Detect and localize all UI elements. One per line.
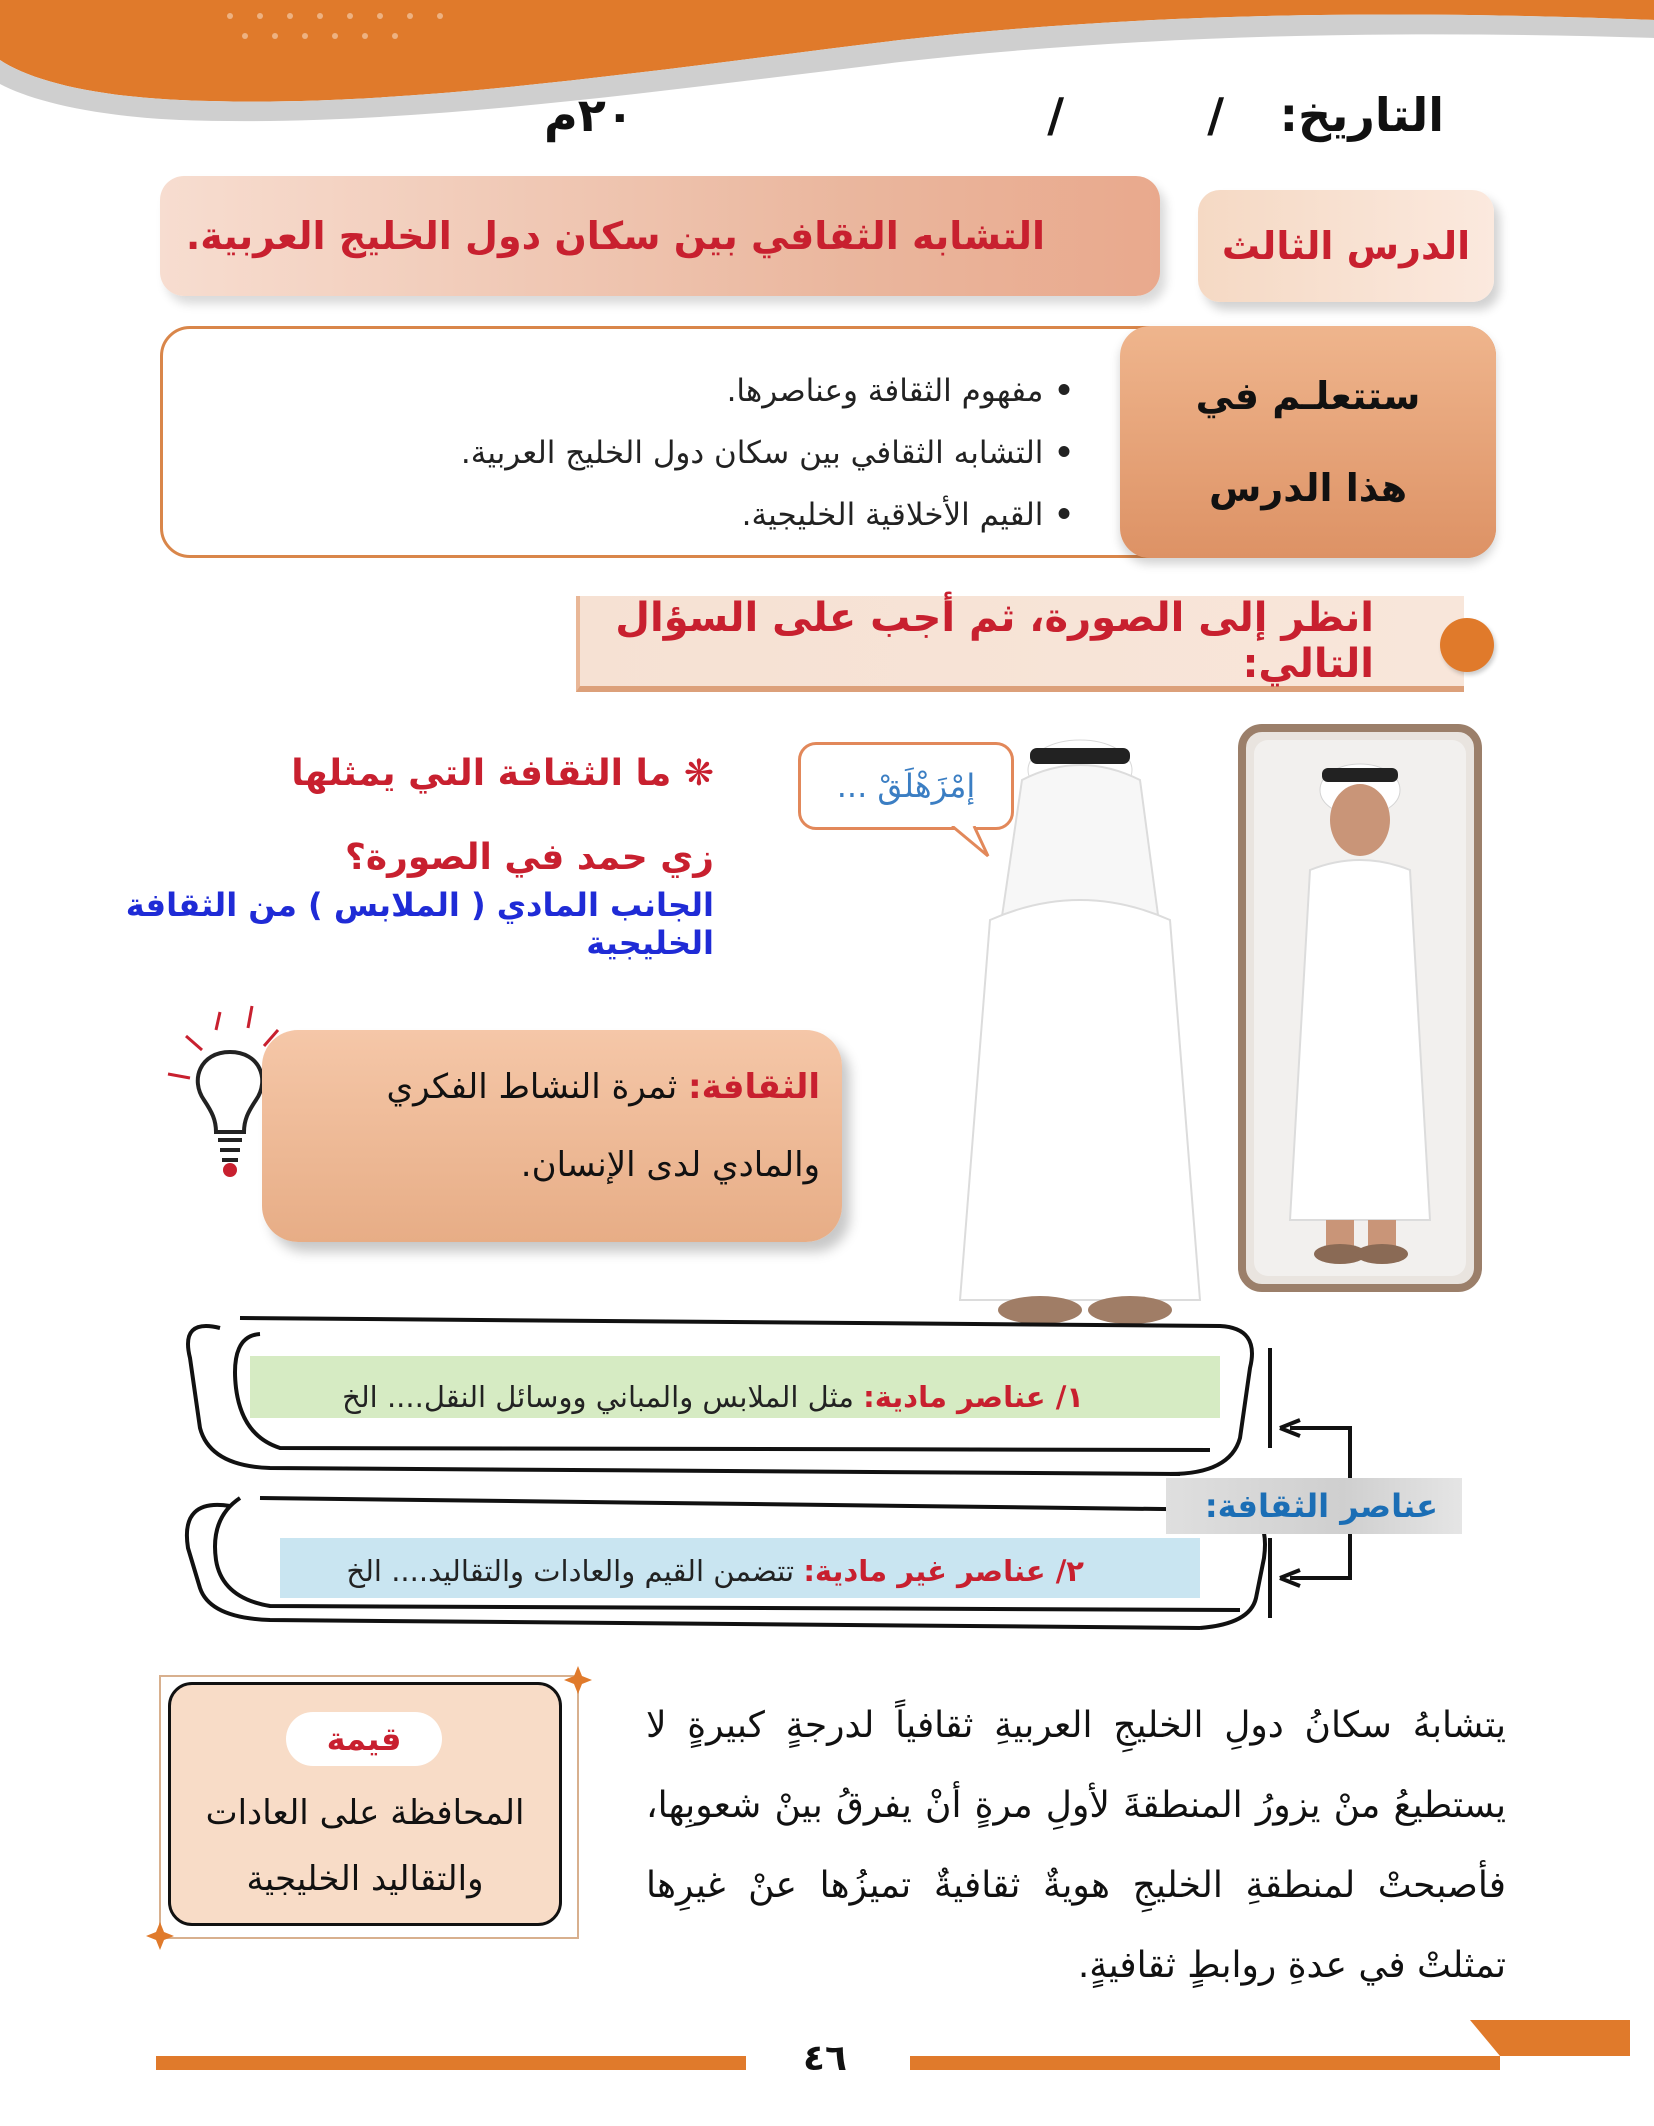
boy-mirror-illustration [930,720,1490,1340]
material-elements-title: ١/ عناصر مادية: [863,1380,1084,1414]
footer-corner-decoration [1460,2020,1640,2070]
nonmaterial-elements-row [346,1554,1084,1588]
footer-bar-left [156,2056,746,2070]
objectives-badge [1120,326,1496,558]
body-paragraph: يتشابهُ سكانُ دولِ الخليجِ العربيةِ ثقافياً لدرجةٍ كبيرةٍ لا يستطيعُ منْ يزورُ المنطقةَ لأولِ مرةٍ أنْ يفرقُ بينْ شعوبِها، فأصبحتْ لمنطقةِ الخليجِ هويةٌ ثقافيةٌ تميزُها عنْ غيرِها تمثلتْ في عدةِ روابطٍ ثقافيةٍ. [646,1705,1506,1986]
nonmaterial-elements-title: ٢/ عناصر غير مادية: [803,1554,1084,1588]
date-slash-2: / [1047,88,1064,142]
activity-heading: انظر إلى الصورة، ثم أجب على السؤال التالي: [576,596,1464,692]
footer-bar-right [910,2056,1500,2070]
objective-item: • مفهوم الثقافة وعناصرها. [314,360,1074,422]
date-row [244,88,1444,158]
bullet-dot-icon [1440,618,1494,672]
definition-text: ثمرة النشاط الفكري والمادي لدى الإنسان. [386,1067,820,1185]
value-text: المحافظة على العادات والتقاليد الخليجية [205,1793,525,1899]
objective-item: • القيم الأخلاقية الخليجية. [314,484,1074,546]
material-elements-text: مثل الملابس والمباني ووسائل النقل.... الخ [342,1380,854,1414]
question-line-2: زي حمد في الصورة؟ [345,837,714,878]
objectives-badge-line2: هذا الدرس [1208,466,1408,510]
definition-box [262,1030,842,1242]
lesson-title: التشابه الثقافي بين سكان دول الخليج العربية. [160,176,1160,296]
speech-bubble-tail [950,826,990,860]
nonmaterial-elements-text: تتضمن القيم والعادات والتقاليد.... الخ [346,1554,795,1588]
speech-bubble: إمْزَهْلَقْ ... [798,742,1014,830]
material-elements-row [342,1380,1084,1414]
page-number: ٤٦ [803,2038,847,2079]
date-slash-1: / [1207,88,1224,142]
objective-item: • التشابه الثقافي بين سكان دول الخليج العربية. [314,422,1074,484]
value-tag: قيمة [286,1712,442,1766]
question [154,732,714,900]
lesson-number-badge: الدرس الثالث [1198,190,1494,302]
definition-term: الثقافة: [687,1067,820,1107]
question-answer: الجانب المادي ( الملابس ) من الثقافة الخليجية [125,886,714,962]
date-label: التاريخ: [1279,88,1444,142]
objectives-badge-line1: ستتعلـم في [1195,374,1421,418]
objectives-list [314,360,1074,546]
question-line-1: ❋ ما الثقافة التي يمثلها [291,753,714,794]
date-year: ٢٠م [544,88,634,142]
culture-elements-label: عناصر الثقافة: [1166,1478,1462,1534]
